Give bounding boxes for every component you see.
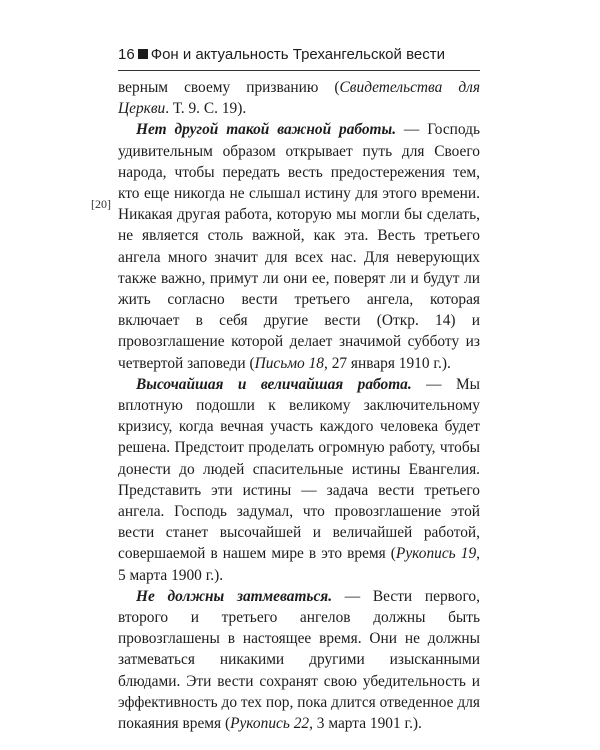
- source-title: Рукопись 22: [230, 715, 310, 733]
- source-title: Письмо 18: [254, 354, 324, 372]
- square-bullet-icon: [138, 49, 148, 59]
- paragraph-text: — Мы вплотную подошли к великому заключительному кризису, когда вечная участь каждого человека будет решена. Предстоит проделать огромную работу, чтобы донести до людей спасительные истины Евангелия. Представить эти истины — задача вести третьего ангела. Господь задумал, что провозглашение этой вести станет высочайшей и величайшей работой, совершаемой в нашем мире в это время (: [118, 375, 480, 563]
- margin-page-reference: [20]: [91, 197, 111, 211]
- paragraph-continuation: [118, 77, 480, 119]
- page-body: [118, 77, 480, 734]
- source-reference: , 5 марта 1900 г.).: [118, 545, 480, 584]
- source-title: Свидетельства для Церкви: [118, 79, 480, 118]
- page-number: 16: [118, 46, 135, 63]
- section-title: Фон и актуальность Трехангельской вести: [150, 46, 445, 63]
- paragraph: [118, 586, 480, 734]
- paragraph-text: — Господь удивительным образом открывает путь для Своего народа, чтобы передать весть предостережения тем, кто еще никогда не слышал истину для этого времени. Никакая другая работа, которую мы могли бы сделать, не является столь важной, как эта. Весть третьего ангела много значит для всех нас. Для неверующих также важно, примут ли они ее, поверят ли и будут ли жить согласно вести третьего ангела, которая включает в себя другие вести (Откр. 14) и провозглашение которой делает значимой субботу из четвертой заповеди (: [118, 121, 480, 372]
- source-reference: . Т. 9. С. 19).: [165, 100, 247, 118]
- paragraph-heading: Не должны затмеваться.: [136, 587, 333, 605]
- paragraph: [118, 374, 480, 586]
- source-title: Рукопись 19: [395, 545, 477, 563]
- paragraph-heading: Нет другой такой важной работы.: [136, 121, 397, 139]
- header-rule: [118, 70, 480, 71]
- running-header: [118, 46, 480, 64]
- source-reference: , 27 января 1910 г.).: [324, 354, 451, 372]
- paragraph-heading: Высочайшая и величайшая работа.: [136, 375, 412, 393]
- paragraph-text: верным своему призванию (: [118, 79, 340, 96]
- paragraph: [118, 119, 480, 373]
- paragraph-text: — Вести первого, второго и третьего ангелов должны быть провозглашены в настоящее время. Они не должны затмеваться никакими другими изысканными блюдами. Эти вести сохранят свою убедительность и эффективность до тех пор, пока длится отведенное для покаяния время (: [118, 587, 480, 733]
- source-reference: , 3 марта 1901 г.).: [309, 715, 422, 733]
